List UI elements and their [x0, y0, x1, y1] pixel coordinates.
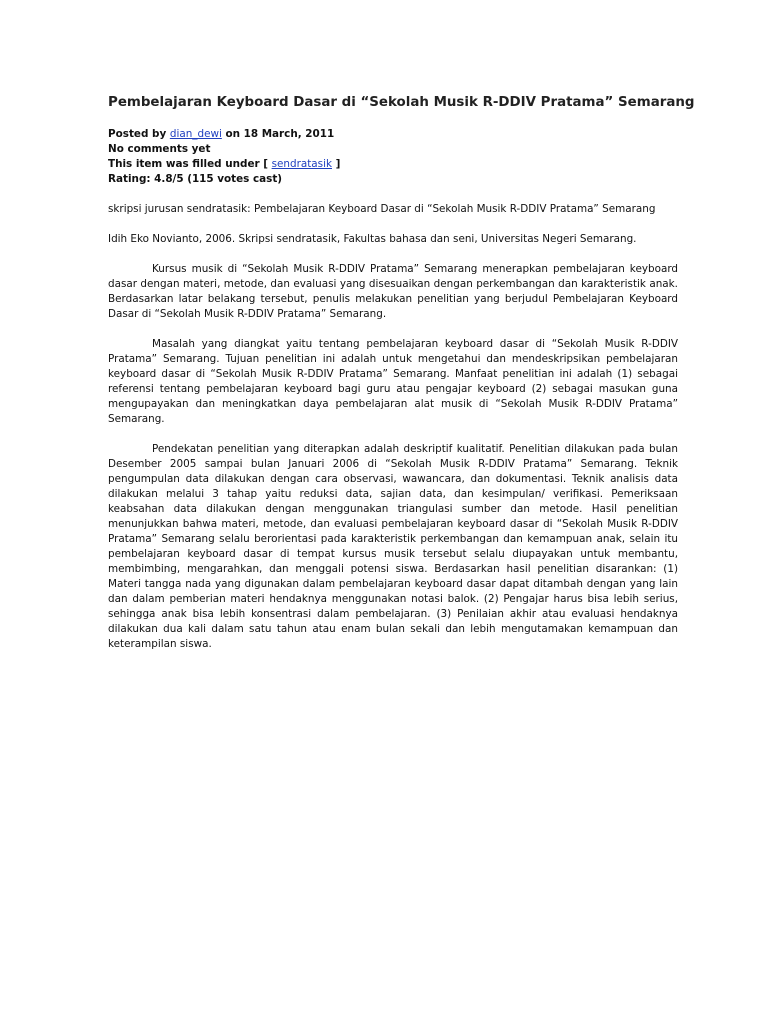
- document-title: Pembelajaran Keyboard Dasar di “Sekolah Musik R-DDIV Pratama” Semarang: [108, 95, 695, 110]
- subtitle: skripsi jurusan sendratasik: Pembelajaran Keyboard Dasar di “Sekolah Musik R-DDIV Pratama” Semarang: [108, 203, 656, 215]
- filed-suffix: ]: [332, 158, 341, 170]
- posted-date: on 18 March, 2011: [221, 128, 335, 140]
- rating: Rating: 4.8/5 (115 votes cast): [108, 173, 283, 185]
- document-body: [108, 127, 678, 652]
- paragraph-3: Pendekatan penelitian yang diterapkan adalah deskriptif kualitatif. Penelitian dilakukan pada bulan Desember 2005 sampai bulan Januari 2006 di “Sekolah Musik R-DDIV Pratama” Semarang. Teknik pengumpulan data dilakukan dengan cara observasi, wawancara, dan dokumentasi. Teknik analisis data dilakukan melalui 3 tahap yaitu reduksi data, sajian data, dan kesimpulan/ verifikasi. Pemeriksaan keabsahan data dilakukan dengan menggunakan triangulasi sumber dan metode. Hasil penelitian menunjukkan bahwa materi, metode, dan evaluasi pembelajaran keyboard dasar di “Sekolah Musik R-DDIV Pratama” Semarang selalu berorientasi pada karakteristik perkembangan dan kemampuan anak, selain itu pembelajaran keyboard dasar di tempat kursus musik tersebut selalu diupayakan untuk membantu, membimbing, mengarahkan, dan menggali potensi siswa. Berdasarkan hasil penelitian disarankan: (1) Materi tangga nada yang digunakan dalam pembelajaran keyboard dasar dapat ditambah dengan yang lain dan dalam pemberian materi hendaknya menggunakan notasi balok. (2) Pengajar harus bisa lebih serius, sehingga anak bisa lebih konsentrasi dalam pembelajaran. (3) Penilaian akhir atau evaluasi hendaknya dilakukan dua kali dalam satu tahun atau enam bulan sekali dan lebih mengutamakan kemampuan dan keterampilan siswa.: [108, 443, 678, 650]
- posted-line: [108, 127, 678, 142]
- category-link[interactable]: sendratasik: [271, 158, 332, 170]
- author-link[interactable]: dian_dewi: [169, 128, 222, 140]
- paragraph-2: Masalah yang diangkat yaitu tentang pembelajaran keyboard dasar di “Sekolah Musik R-DDIV Pratama” Semarang. Tujuan penelitian ini adalah untuk mengetahui dan mendeskripsikan pembelajaran keyboard dasar di “Sekolah Musik R-DDIV Pratama” Semarang. Manfaat penelitian ini adalah (1) sebagai referensi tentang pembelajaran keyboard bagi guru atau pengajar keyboard (2) sebagai masukan guna mengupayakan dan meningkatkan daya pembelajaran alat musik di “Sekolah Musik R-DDIV Pratama” Semarang.: [108, 338, 678, 425]
- post-meta: [108, 127, 678, 187]
- posted-prefix: Posted by: [108, 128, 170, 140]
- paragraph-1: Kursus musik di “Sekolah Musik R-DDIV Pratama” Semarang menerapkan pembelajaran keyboard dasar dengan materi, metode, dan evaluasi yang disesuaikan dengan perkembangan dan karakteristik anak. Berdasarkan latar belakang tersebut, penulis melakukan penelitian yang berjudul Pembelajaran Keyboard Dasar di “Sekolah Musik R-DDIV Pratama” Semarang.: [108, 263, 678, 320]
- filed-under-line: [108, 157, 678, 172]
- citation: Idih Eko Novianto, 2006. Skripsi sendratasik, Fakultas bahasa dan seni, Universitas Negeri Semarang.: [108, 233, 637, 245]
- comments-count: No comments yet: [108, 143, 211, 155]
- filed-prefix: This item was filled under [: [108, 158, 272, 170]
